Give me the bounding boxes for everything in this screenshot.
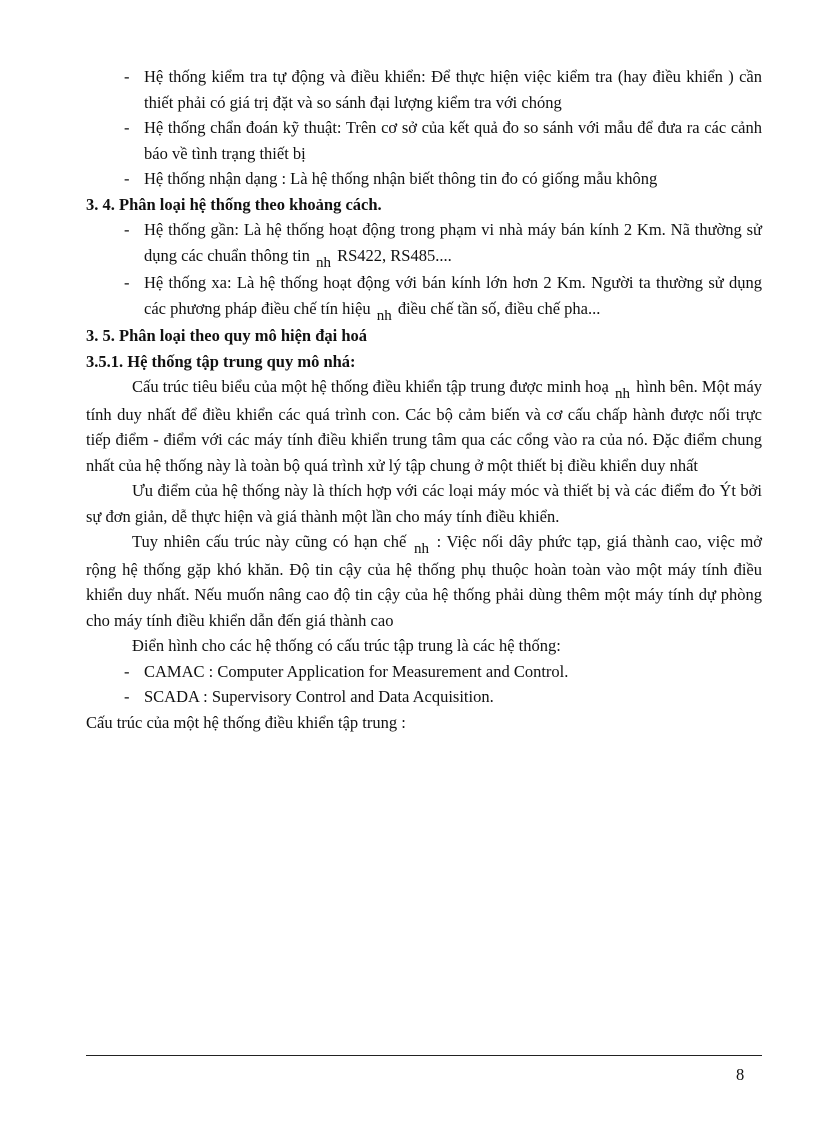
bullet-dash: - — [124, 118, 130, 137]
bullet-item — [86, 659, 762, 685]
paragraph — [86, 374, 762, 478]
bullet-text: RS422, RS485.... — [337, 245, 452, 265]
paragraph-text: : Việc nối dây phức tạp, giá thành cao, việc mở rộng hệ thống gặp khó khăn. Độ tin cậy của hệ thống phụ thuộc hoàn toàn vào một máy tính điều khiển duy nhất. Nếu muốn nâng cao độ tin cậy của hệ thống phải dùng thêm một máy tính dự phòng cho máy tính điều khiển dẫn đến giá thành cao — [86, 532, 763, 630]
bullet-dash: - — [124, 661, 130, 681]
footer-divider — [86, 1055, 762, 1056]
paragraph — [86, 529, 762, 633]
section-heading-3-5: 3. 5. Phân loại theo quy mô hiện đại hoá — [86, 326, 368, 345]
paragraph-text: Cấu trúc tiêu biểu của một hệ thống điều khiển tập trung được minh hoạ — [132, 377, 609, 396]
bullet-item — [86, 217, 762, 270]
bullet-item — [86, 64, 762, 115]
nh-mark: nh — [413, 541, 429, 557]
bullet-dash: - — [124, 67, 130, 86]
bullet-dash: - — [124, 273, 130, 292]
nh-mark: nh — [316, 254, 331, 271]
bullet-text: CAMAC : Computer Application for Measurement and Control. — [144, 661, 569, 681]
bullet-item — [86, 166, 762, 192]
paragraph-text: hình bên. Một máy tính duy nhất để điều khiển các quá trình con. Các bộ cảm biến và cơ cấu chấp hành được nối trực tiếp điểm - điểm với các máy tính điều khiển trung tâm qua các cổng vào ra của nó. Đặc điểm chung nhất của hệ thống này là toàn bộ quá trình xử lý tập chung ở một thiết bị điều khiển duy nhất — [86, 377, 763, 475]
section-heading-3-5-1: 3.5.1. Hệ thống tập trung quy mô nhá: — [86, 351, 356, 371]
nh-mark: nh — [376, 307, 392, 324]
bullet-dash: - — [124, 220, 130, 239]
bullet-item — [86, 115, 762, 166]
bullet-item — [86, 270, 762, 323]
bullet-text: điều chế tần số, điều chế pha... — [397, 298, 601, 318]
bullet-text: Hệ thống xa: Là hệ thống hoạt động với bán kính lớn hơn 2 Km. Người ta thường sử dụng các phương pháp điều chế tín hiệu — [144, 273, 762, 318]
paragraph: Ưu điểm của hệ thống này là thích hợp với các loại máy móc và thiết bị và các điểm đo Ýt bởi sự đơn giản, dễ thực hiện và giá thành một lần cho máy tính điều khiển. — [86, 481, 762, 526]
section-heading-3-4: 3. 4. Phân loại hệ thống theo khoảng cách. — [86, 194, 382, 214]
page-content — [86, 64, 762, 735]
bullet-dash: - — [124, 169, 130, 188]
bullet-text: Hệ thống chẩn đoán kỹ thuật: Trên cơ sở của kết quả đo so sánh với mẫu để đưa ra các cảnh báo về tình trạng thiết bị — [144, 118, 762, 163]
bullet-text: SCADA : Supervisory Control and Data Acquisition. — [144, 687, 494, 706]
bullet-item — [86, 684, 762, 710]
paragraph: Cấu trúc của một hệ thống điều khiển tập trung : — [86, 712, 406, 732]
paragraph-text: Tuy nhiên cấu trúc này cũng có hạn chế — [132, 532, 407, 551]
page-number: 8 — [736, 1065, 745, 1084]
bullet-dash: - — [124, 687, 130, 706]
bullet-text: Hệ thống nhận dạng : Là hệ thống nhận biết thông tin đo có giống mẫu không — [144, 169, 658, 188]
bullet-text: Hệ thống gần: Là hệ thống hoạt động trong phạm vi nhà máy bán kính 2 Km. Nã thường sử dụng các chuẩn thông tin — [144, 220, 762, 265]
nh-mark: nh — [615, 386, 631, 402]
paragraph: Điển hình cho các hệ thống có cấu trúc tập trung là các hệ thống: — [132, 636, 561, 655]
bullet-text: Hệ thống kiểm tra tự động và điều khiển: Để thực hiện việc kiểm tra (hay điều khiển ) cần thiết phải có giá trị đặt và so sánh đại lượng kiểm tra với chóng — [144, 67, 762, 112]
